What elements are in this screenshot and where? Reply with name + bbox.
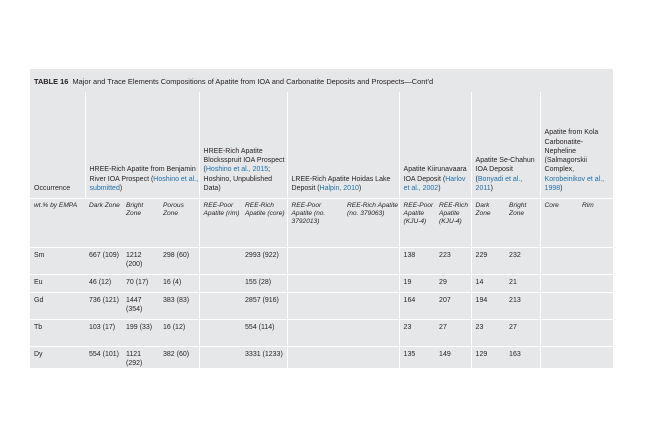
value-cell: 2857 (916) bbox=[241, 293, 287, 320]
element-cell: Dy bbox=[30, 347, 85, 375]
value-cell: 667 (109) bbox=[85, 248, 122, 275]
group-header-row bbox=[30, 92, 613, 199]
value-cell bbox=[540, 293, 578, 320]
value-cell: 164 bbox=[399, 293, 435, 320]
column-header: Bright Zone bbox=[505, 199, 540, 248]
table-label: TABLE 16 bbox=[34, 77, 69, 86]
value-cell: 155 (28) bbox=[241, 275, 287, 293]
citation-link[interactable]: Korobeinikov et al., 1998 bbox=[544, 175, 605, 192]
kiirunavaara-header: Apatite Kiirunavaara IOA Deposit (Harlov et al., 2002) bbox=[399, 92, 471, 199]
value-cell bbox=[540, 275, 578, 293]
value-cell bbox=[540, 347, 578, 375]
value-cell bbox=[578, 293, 613, 320]
column-header: REE-Poor Apatite (rim) bbox=[199, 199, 241, 248]
value-cell: 223 bbox=[435, 248, 471, 275]
value-cell: 163 bbox=[505, 347, 540, 375]
value-cell bbox=[540, 248, 578, 275]
se-chahun-header: Apatite Se-Chahun IOA Deposit (Bonyadi et al., 2011) bbox=[471, 92, 540, 199]
value-cell: 27 bbox=[435, 320, 471, 347]
citation-link[interactable]: Harlov et al., 2002 bbox=[403, 175, 466, 192]
value-cell: 27 bbox=[505, 320, 540, 347]
column-header: Core bbox=[540, 199, 578, 248]
value-cell: 554 (114) bbox=[241, 320, 287, 347]
citation-link[interactable]: Bonyadi et al., 2011 bbox=[475, 175, 523, 192]
value-cell: 23 bbox=[399, 320, 435, 347]
blocksspruit-header: HREE-Rich Apatite Blocksspruit IOA Prospect (Hoshino et al., 2015; Hoshino, Unpublished Data) bbox=[199, 92, 287, 199]
value-cell bbox=[287, 248, 343, 275]
value-cell: 135 bbox=[399, 347, 435, 375]
element-cell: Tb bbox=[30, 320, 85, 347]
benjamin-river-header: HREE-Rich Apatite from Benjamin River IOA Prospect (Hoshino et al., submitted) bbox=[85, 92, 199, 199]
occurrence-header: Occurrence bbox=[30, 92, 85, 199]
table-row bbox=[30, 320, 613, 347]
value-cell: 736 (121) bbox=[85, 293, 122, 320]
value-cell: 29 bbox=[435, 275, 471, 293]
value-cell bbox=[578, 320, 613, 347]
value-cell: 1212 (200) bbox=[122, 248, 159, 275]
element-cell: Eu bbox=[30, 275, 85, 293]
value-cell: 14 bbox=[471, 275, 505, 293]
method-label: wt.% by EMPA bbox=[30, 199, 85, 248]
value-cell: 19 bbox=[399, 275, 435, 293]
column-header: REE-Poor Apatite (KJU-4) bbox=[399, 199, 435, 248]
value-cell bbox=[578, 275, 613, 293]
value-cell: 103 (17) bbox=[85, 320, 122, 347]
value-cell: 16 (12) bbox=[159, 320, 199, 347]
table-row bbox=[30, 248, 613, 275]
column-header: Porous Zone bbox=[159, 199, 199, 248]
citation-link[interactable]: Hoshino et al., 2015 bbox=[205, 166, 269, 174]
value-cell bbox=[343, 248, 399, 275]
column-header: REE-Poor Apatite (no. 3792013) bbox=[287, 199, 343, 248]
value-cell: 232 bbox=[505, 248, 540, 275]
value-cell: 23 bbox=[471, 320, 505, 347]
data-table bbox=[30, 92, 613, 375]
table-row bbox=[30, 275, 613, 293]
table-row bbox=[30, 293, 613, 320]
value-cell: 3331 (1233) bbox=[241, 347, 287, 375]
value-cell bbox=[343, 320, 399, 347]
column-header-row bbox=[30, 199, 613, 248]
value-cell bbox=[287, 320, 343, 347]
value-cell: 129 bbox=[471, 347, 505, 375]
value-cell: 554 (101) bbox=[85, 347, 122, 375]
table-row bbox=[30, 347, 613, 375]
value-cell: 46 (12) bbox=[85, 275, 122, 293]
value-cell: 149 bbox=[435, 347, 471, 375]
table-title: Major and Trace Elements Compositions of Apatite from IOA and Carbonatite Deposits and Prospects—Cont’d bbox=[72, 77, 434, 86]
value-cell: 199 (33) bbox=[122, 320, 159, 347]
citation-link[interactable]: Hoshino et al., submitted bbox=[89, 175, 199, 192]
value-cell bbox=[199, 293, 241, 320]
table-caption bbox=[34, 77, 604, 86]
value-cell: 138 bbox=[399, 248, 435, 275]
value-cell: 1121 (292) bbox=[122, 347, 159, 375]
citation-link[interactable]: Halpin, 2010 bbox=[319, 184, 359, 192]
value-cell bbox=[199, 248, 241, 275]
column-header: REE-Rich Apatite (KJU-4) bbox=[435, 199, 471, 248]
value-cell: 298 (60) bbox=[159, 248, 199, 275]
value-cell: 213 bbox=[505, 293, 540, 320]
value-cell bbox=[343, 275, 399, 293]
column-header: REE-Rich Apatite (core) bbox=[241, 199, 287, 248]
value-cell: 207 bbox=[435, 293, 471, 320]
value-cell bbox=[199, 347, 241, 375]
column-header: REE-Rich Apatite (no. 379063) bbox=[343, 199, 399, 248]
value-cell: 229 bbox=[471, 248, 505, 275]
value-cell: 2993 (922) bbox=[241, 248, 287, 275]
column-header: Dark Zone bbox=[471, 199, 505, 248]
value-cell: 383 (83) bbox=[159, 293, 199, 320]
value-cell: 194 bbox=[471, 293, 505, 320]
value-cell bbox=[343, 347, 399, 375]
value-cell bbox=[287, 347, 343, 375]
element-cell: Gd bbox=[30, 293, 85, 320]
value-cell: 382 (60) bbox=[159, 347, 199, 375]
value-cell bbox=[287, 293, 343, 320]
value-cell bbox=[540, 320, 578, 347]
value-cell: 1447 (354) bbox=[122, 293, 159, 320]
element-cell: Sm bbox=[30, 248, 85, 275]
value-cell bbox=[578, 347, 613, 375]
column-header: Dark Zone bbox=[85, 199, 122, 248]
column-header: Bright Zone bbox=[122, 199, 159, 248]
value-cell bbox=[199, 320, 241, 347]
value-cell bbox=[578, 248, 613, 275]
value-cell: 16 (4) bbox=[159, 275, 199, 293]
value-cell: 21 bbox=[505, 275, 540, 293]
kola-header: Apatite from Kola Carbonatite-Nepheline (Salmagorskii Complex, Korobeinikov et al., 1998) bbox=[544, 129, 605, 192]
hoidas-lake-header: LREE-Rich Apatite Hoidas Lake Deposit (Halpin, 2010) bbox=[287, 92, 399, 199]
column-header: Rim bbox=[578, 199, 613, 248]
value-cell bbox=[343, 293, 399, 320]
value-cell bbox=[287, 275, 343, 293]
value-cell bbox=[199, 275, 241, 293]
value-cell: 70 (17) bbox=[122, 275, 159, 293]
